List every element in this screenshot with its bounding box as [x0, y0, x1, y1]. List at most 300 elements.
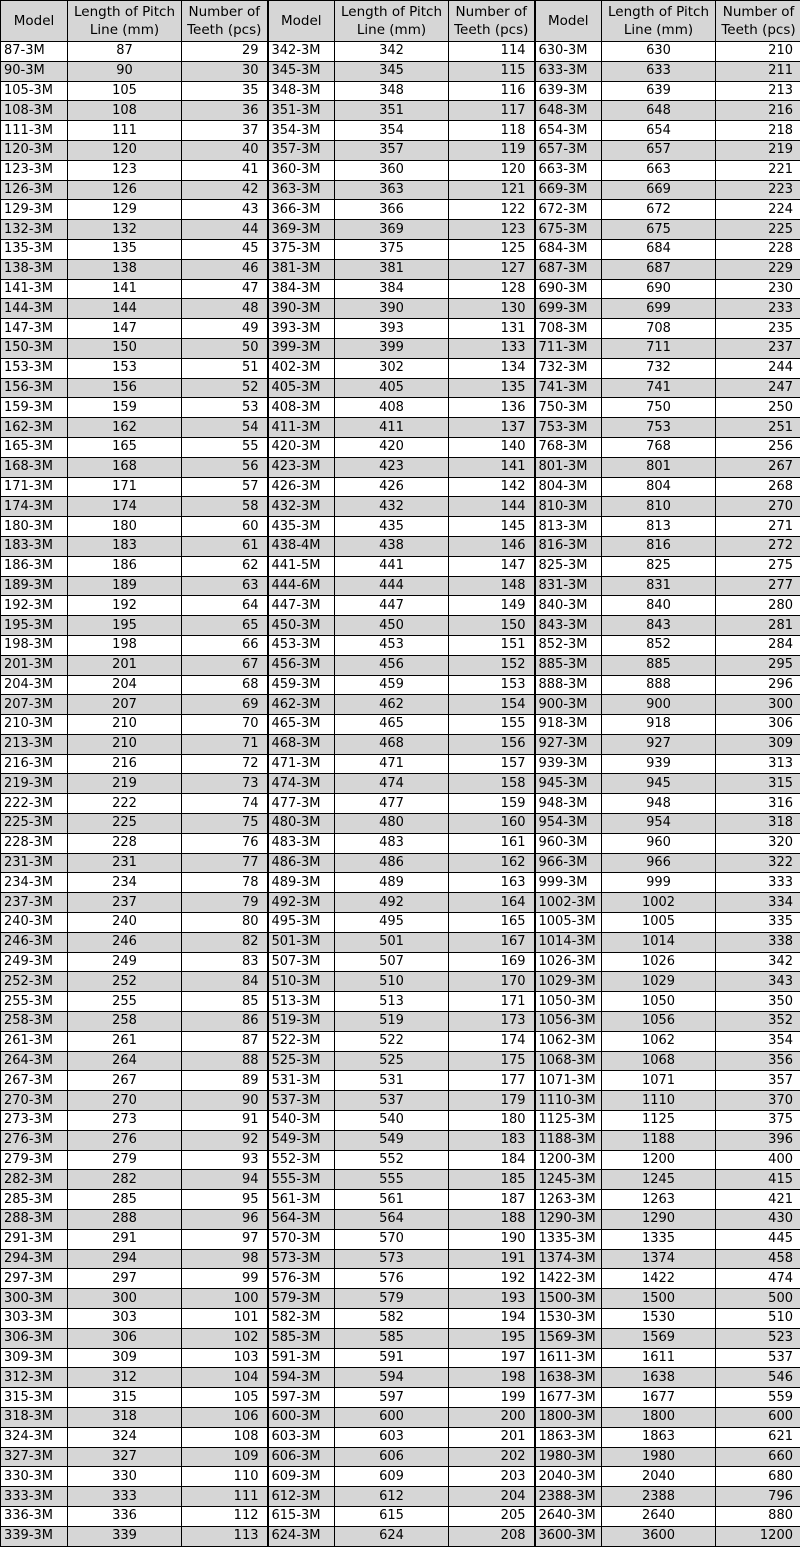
- header-model: Model: [535, 1, 602, 42]
- pitch-length-cell: 753: [602, 418, 716, 438]
- model-cell: 165-3M: [1, 437, 68, 457]
- pitch-length-cell: 585: [335, 1328, 449, 1348]
- pitch-length-cell: 843: [602, 616, 716, 636]
- teeth-count-cell: 167: [449, 932, 535, 952]
- model-cell: 150-3M: [1, 338, 68, 358]
- model-cell: 960-3M: [535, 833, 602, 853]
- teeth-count-cell: 36: [182, 101, 268, 121]
- teeth-count-cell: 180: [449, 1111, 535, 1131]
- pitch-length-cell: 456: [335, 655, 449, 675]
- teeth-count-cell: 174: [449, 1031, 535, 1051]
- teeth-count-cell: 184: [449, 1150, 535, 1170]
- table-row: [1, 1388, 800, 1408]
- pitch-length-cell: 309: [68, 1348, 182, 1368]
- pitch-length-cell: 438: [335, 536, 449, 556]
- pitch-length-cell: 477: [335, 794, 449, 814]
- model-cell: 1863-3M: [535, 1427, 602, 1447]
- teeth-count-cell: 218: [716, 121, 800, 141]
- teeth-count-cell: 90: [182, 1091, 268, 1111]
- model-cell: 312-3M: [1, 1368, 68, 1388]
- model-cell: 579-3M: [268, 1289, 335, 1309]
- table-row: [1, 814, 800, 834]
- pitch-length-cell: 159: [68, 398, 182, 418]
- model-cell: 966-3M: [535, 853, 602, 873]
- teeth-count-cell: 510: [716, 1309, 800, 1329]
- teeth-count-cell: 228: [716, 239, 800, 259]
- teeth-count-cell: 72: [182, 754, 268, 774]
- pitch-length-cell: 597: [335, 1388, 449, 1408]
- pitch-length-cell: 237: [68, 893, 182, 913]
- model-cell: 648-3M: [535, 101, 602, 121]
- teeth-count-cell: 44: [182, 220, 268, 240]
- pitch-length-cell: 282: [68, 1170, 182, 1190]
- table-row: [1, 675, 800, 695]
- teeth-count-cell: 70: [182, 715, 268, 735]
- model-cell: 219-3M: [1, 774, 68, 794]
- teeth-count-cell: 115: [449, 61, 535, 81]
- pitch-length-cell: 954: [602, 814, 716, 834]
- table-row: [1, 1012, 800, 1032]
- pitch-length-cell: 657: [602, 140, 716, 160]
- model-cell: 408-3M: [268, 398, 335, 418]
- model-cell: 483-3M: [268, 833, 335, 853]
- table-row: [1, 398, 800, 418]
- pitch-length-cell: 1068: [602, 1051, 716, 1071]
- teeth-count-cell: 223: [716, 180, 800, 200]
- model-cell: 399-3M: [268, 338, 335, 358]
- table-row: [1, 754, 800, 774]
- table-row: [1, 734, 800, 754]
- model-cell: 192-3M: [1, 596, 68, 616]
- table-row: [1, 338, 800, 358]
- teeth-count-cell: 190: [449, 1229, 535, 1249]
- model-cell: 507-3M: [268, 952, 335, 972]
- pitch-length-cell: 552: [335, 1150, 449, 1170]
- teeth-count-cell: 118: [449, 121, 535, 141]
- pitch-length-cell: 312: [68, 1368, 182, 1388]
- teeth-count-cell: 134: [449, 358, 535, 378]
- pitch-length-cell: 183: [68, 536, 182, 556]
- model-cell: 123-3M: [1, 160, 68, 180]
- pitch-length-cell: 363: [335, 180, 449, 200]
- model-cell: 294-3M: [1, 1249, 68, 1269]
- pitch-length-cell: 357: [335, 140, 449, 160]
- teeth-count-cell: 74: [182, 794, 268, 814]
- teeth-count-cell: 62: [182, 556, 268, 576]
- model-cell: 129-3M: [1, 200, 68, 220]
- teeth-count-cell: 152: [449, 655, 535, 675]
- pitch-length-cell: 624: [335, 1526, 449, 1546]
- model-cell: 198-3M: [1, 635, 68, 655]
- pitch-length-cell: 435: [335, 517, 449, 537]
- pitch-length-cell: 201: [68, 655, 182, 675]
- pitch-length-cell: 471: [335, 754, 449, 774]
- pitch-length-cell: 840: [602, 596, 716, 616]
- pitch-length-cell: 348: [335, 81, 449, 101]
- teeth-count-cell: 296: [716, 675, 800, 695]
- teeth-count-cell: 170: [449, 972, 535, 992]
- table-row: [1, 1447, 800, 1467]
- teeth-count-cell: 270: [716, 497, 800, 517]
- table-row: [1, 477, 800, 497]
- model-cell: 405-3M: [268, 378, 335, 398]
- teeth-count-cell: 95: [182, 1190, 268, 1210]
- teeth-count-cell: 105: [182, 1388, 268, 1408]
- pitch-length-cell: 264: [68, 1051, 182, 1071]
- model-cell: 441-5M: [268, 556, 335, 576]
- teeth-count-cell: 171: [449, 992, 535, 1012]
- model-cell: 675-3M: [535, 220, 602, 240]
- model-cell: 285-3M: [1, 1190, 68, 1210]
- teeth-count-cell: 237: [716, 338, 800, 358]
- model-cell: 282-3M: [1, 1170, 68, 1190]
- table-row: [1, 497, 800, 517]
- pitch-length-cell: 123: [68, 160, 182, 180]
- teeth-count-cell: 421: [716, 1190, 800, 1210]
- teeth-count-cell: 135: [449, 378, 535, 398]
- teeth-count-cell: 148: [449, 576, 535, 596]
- table-row: [1, 576, 800, 596]
- teeth-count-cell: 191: [449, 1249, 535, 1269]
- pitch-length-cell: 555: [335, 1170, 449, 1190]
- model-cell: 711-3M: [535, 338, 602, 358]
- teeth-count-cell: 76: [182, 833, 268, 853]
- model-cell: 630-3M: [535, 42, 602, 62]
- pitch-length-cell: 87: [68, 42, 182, 62]
- model-cell: 654-3M: [535, 121, 602, 141]
- model-cell: 537-3M: [268, 1091, 335, 1111]
- teeth-count-cell: 113: [182, 1526, 268, 1546]
- teeth-count-cell: 114: [449, 42, 535, 62]
- pitch-length-cell: 297: [68, 1269, 182, 1289]
- teeth-count-cell: 103: [182, 1348, 268, 1368]
- model-cell: 999-3M: [535, 873, 602, 893]
- model-cell: 1800-3M: [535, 1407, 602, 1427]
- table-row: [1, 1229, 800, 1249]
- model-cell: 462-3M: [268, 695, 335, 715]
- teeth-count-cell: 73: [182, 774, 268, 794]
- table-row: [1, 457, 800, 477]
- model-cell: 582-3M: [268, 1309, 335, 1329]
- model-cell: 357-3M: [268, 140, 335, 160]
- pitch-length-cell: 507: [335, 952, 449, 972]
- model-cell: 201-3M: [1, 655, 68, 675]
- table-row: [1, 437, 800, 457]
- model-cell: 699-3M: [535, 299, 602, 319]
- teeth-count-cell: 80: [182, 913, 268, 933]
- teeth-count-cell: 500: [716, 1289, 800, 1309]
- table-row: [1, 596, 800, 616]
- table-row: [1, 1190, 800, 1210]
- teeth-count-cell: 50: [182, 338, 268, 358]
- model-cell: 1500-3M: [535, 1289, 602, 1309]
- pitch-length-cell: 1290: [602, 1210, 716, 1230]
- model-cell: 120-3M: [1, 140, 68, 160]
- model-cell: 315-3M: [1, 1388, 68, 1408]
- teeth-count-cell: 197: [449, 1348, 535, 1368]
- pitch-length-cell: 531: [335, 1071, 449, 1091]
- model-cell: 918-3M: [535, 715, 602, 735]
- pitch-length-cell: 426: [335, 477, 449, 497]
- model-cell: 153-3M: [1, 358, 68, 378]
- teeth-count-cell: 315: [716, 774, 800, 794]
- pitch-length-cell: 231: [68, 853, 182, 873]
- teeth-count-cell: 97: [182, 1229, 268, 1249]
- pitch-length-cell: 1422: [602, 1269, 716, 1289]
- table-row: [1, 1289, 800, 1309]
- pitch-length-cell: 672: [602, 200, 716, 220]
- pitch-length-cell: 1800: [602, 1407, 716, 1427]
- model-cell: 348-3M: [268, 81, 335, 101]
- model-cell: 258-3M: [1, 1012, 68, 1032]
- teeth-count-cell: 108: [182, 1427, 268, 1447]
- model-cell: 318-3M: [1, 1407, 68, 1427]
- table-row: [1, 200, 800, 220]
- model-cell: 450-3M: [268, 616, 335, 636]
- pitch-length-cell: 366: [335, 200, 449, 220]
- pitch-length-cell: 261: [68, 1031, 182, 1051]
- pitch-length-cell: 1062: [602, 1031, 716, 1051]
- model-cell: 231-3M: [1, 853, 68, 873]
- table-row: [1, 140, 800, 160]
- pitch-length-cell: 111: [68, 121, 182, 141]
- pitch-length-cell: 327: [68, 1447, 182, 1467]
- teeth-count-cell: 151: [449, 635, 535, 655]
- teeth-count-cell: 229: [716, 259, 800, 279]
- pitch-length-cell: 810: [602, 497, 716, 517]
- teeth-count-cell: 46: [182, 259, 268, 279]
- pitch-length-cell: 198: [68, 635, 182, 655]
- pitch-length-cell: 390: [335, 299, 449, 319]
- table-row: [1, 517, 800, 537]
- model-cell: 474-3M: [268, 774, 335, 794]
- model-cell: 126-3M: [1, 180, 68, 200]
- model-cell: 1530-3M: [535, 1309, 602, 1329]
- model-cell: 333-3M: [1, 1487, 68, 1507]
- pitch-length-cell: 549: [335, 1130, 449, 1150]
- teeth-count-cell: 546: [716, 1368, 800, 1388]
- teeth-count-cell: 47: [182, 279, 268, 299]
- model-cell: 2640-3M: [535, 1506, 602, 1526]
- pitch-length-cell: 570: [335, 1229, 449, 1249]
- model-cell: 510-3M: [268, 972, 335, 992]
- teeth-count-cell: 173: [449, 1012, 535, 1032]
- teeth-count-cell: 161: [449, 833, 535, 853]
- pitch-length-cell: 561: [335, 1190, 449, 1210]
- teeth-count-cell: 221: [716, 160, 800, 180]
- model-cell: 804-3M: [535, 477, 602, 497]
- pitch-length-cell: 105: [68, 81, 182, 101]
- teeth-count-cell: 284: [716, 635, 800, 655]
- teeth-count-cell: 82: [182, 932, 268, 952]
- model-cell: 384-3M: [268, 279, 335, 299]
- teeth-count-cell: 85: [182, 992, 268, 1012]
- pitch-length-cell: 270: [68, 1091, 182, 1111]
- model-cell: 1569-3M: [535, 1328, 602, 1348]
- model-cell: 540-3M: [268, 1111, 335, 1131]
- pitch-length-cell: 132: [68, 220, 182, 240]
- teeth-count-cell: 244: [716, 358, 800, 378]
- model-cell: 3600-3M: [535, 1526, 602, 1546]
- pitch-length-cell: 699: [602, 299, 716, 319]
- pitch-length-cell: 816: [602, 536, 716, 556]
- model-cell: 237-3M: [1, 893, 68, 913]
- teeth-count-cell: 40: [182, 140, 268, 160]
- table-row: [1, 299, 800, 319]
- pitch-length-cell: 375: [335, 239, 449, 259]
- pitch-length-cell: 141: [68, 279, 182, 299]
- model-cell: 336-3M: [1, 1506, 68, 1526]
- table-row: [1, 972, 800, 992]
- model-cell: 300-3M: [1, 1289, 68, 1309]
- pitch-length-cell: 126: [68, 180, 182, 200]
- pitch-length-cell: 174: [68, 497, 182, 517]
- model-cell: 753-3M: [535, 418, 602, 438]
- model-cell: 768-3M: [535, 437, 602, 457]
- pitch-length-cell: 480: [335, 814, 449, 834]
- pitch-length-cell: 684: [602, 239, 716, 259]
- pitch-length-cell: 258: [68, 1012, 182, 1032]
- model-cell: 741-3M: [535, 378, 602, 398]
- model-cell: 945-3M: [535, 774, 602, 794]
- teeth-count-cell: 233: [716, 299, 800, 319]
- teeth-count-cell: 458: [716, 1249, 800, 1269]
- teeth-count-cell: 41: [182, 160, 268, 180]
- pitch-length-cell: 189: [68, 576, 182, 596]
- model-cell: 261-3M: [1, 1031, 68, 1051]
- pitch-length-cell: 420: [335, 437, 449, 457]
- table-body: [1, 42, 800, 1547]
- pitch-length-cell: 252: [68, 972, 182, 992]
- model-cell: 369-3M: [268, 220, 335, 240]
- teeth-count-cell: 193: [449, 1289, 535, 1309]
- table-row: [1, 1269, 800, 1289]
- pitch-length-cell: 171: [68, 477, 182, 497]
- teeth-count-cell: 247: [716, 378, 800, 398]
- pitch-length-cell: 162: [68, 418, 182, 438]
- table-row: [1, 952, 800, 972]
- model-cell: 825-3M: [535, 556, 602, 576]
- model-cell: 222-3M: [1, 794, 68, 814]
- pitch-length-cell: 273: [68, 1111, 182, 1131]
- teeth-count-cell: 127: [449, 259, 535, 279]
- teeth-count-cell: 159: [449, 794, 535, 814]
- table-row: [1, 1051, 800, 1071]
- pitch-length-cell: 612: [335, 1487, 449, 1507]
- model-cell: 345-3M: [268, 61, 335, 81]
- teeth-count-cell: 880: [716, 1506, 800, 1526]
- pitch-length-cell: 663: [602, 160, 716, 180]
- pitch-length-cell: 3600: [602, 1526, 716, 1546]
- pitch-length-cell: 1863: [602, 1427, 716, 1447]
- pitch-length-cell: 885: [602, 655, 716, 675]
- model-cell: 297-3M: [1, 1269, 68, 1289]
- model-cell: 324-3M: [1, 1427, 68, 1447]
- pitch-length-cell: 540: [335, 1111, 449, 1131]
- model-cell: 600-3M: [268, 1407, 335, 1427]
- teeth-count-cell: 150: [449, 616, 535, 636]
- model-cell: 612-3M: [268, 1487, 335, 1507]
- pitch-length-cell: 1530: [602, 1309, 716, 1329]
- model-cell: 363-3M: [268, 180, 335, 200]
- model-cell: 927-3M: [535, 734, 602, 754]
- pitch-length-cell: 228: [68, 833, 182, 853]
- teeth-count-cell: 357: [716, 1071, 800, 1091]
- table-row: [1, 160, 800, 180]
- pitch-length-cell: 336: [68, 1506, 182, 1526]
- pitch-length-cell: 303: [68, 1309, 182, 1329]
- teeth-count-cell: 335: [716, 913, 800, 933]
- teeth-count-cell: 53: [182, 398, 268, 418]
- pitch-length-cell: 1071: [602, 1071, 716, 1091]
- pitch-length-cell: 966: [602, 853, 716, 873]
- teeth-count-cell: 160: [449, 814, 535, 834]
- model-cell: 501-3M: [268, 932, 335, 952]
- pitch-length-cell: 2040: [602, 1467, 716, 1487]
- pitch-length-cell: 306: [68, 1328, 182, 1348]
- teeth-count-cell: 430: [716, 1210, 800, 1230]
- pitch-length-cell: 219: [68, 774, 182, 794]
- table-row: [1, 378, 800, 398]
- teeth-count-cell: 69: [182, 695, 268, 715]
- teeth-count-cell: 338: [716, 932, 800, 952]
- teeth-count-cell: 75: [182, 814, 268, 834]
- pitch-length-cell: 333: [68, 1487, 182, 1507]
- teeth-count-cell: 796: [716, 1487, 800, 1507]
- model-cell: 552-3M: [268, 1150, 335, 1170]
- teeth-count-cell: 318: [716, 814, 800, 834]
- pitch-length-cell: 345: [335, 61, 449, 81]
- table-row: [1, 556, 800, 576]
- pitch-length-cell: 825: [602, 556, 716, 576]
- teeth-count-cell: 192: [449, 1269, 535, 1289]
- teeth-count-cell: 200: [449, 1407, 535, 1427]
- model-cell: 459-3M: [268, 675, 335, 695]
- teeth-count-cell: 37: [182, 121, 268, 141]
- model-cell: 330-3M: [1, 1467, 68, 1487]
- table-row: [1, 121, 800, 141]
- pitch-length-cell: 129: [68, 200, 182, 220]
- teeth-count-cell: 415: [716, 1170, 800, 1190]
- teeth-count-cell: 123: [449, 220, 535, 240]
- model-cell: 591-3M: [268, 1348, 335, 1368]
- model-cell: 1200-3M: [535, 1150, 602, 1170]
- pitch-length-cell: 393: [335, 319, 449, 339]
- teeth-count-cell: 120: [449, 160, 535, 180]
- model-cell: 360-3M: [268, 160, 335, 180]
- teeth-count-cell: 334: [716, 893, 800, 913]
- pitch-length-cell: 432: [335, 497, 449, 517]
- model-cell: 1002-3M: [535, 893, 602, 913]
- pitch-length-cell: 654: [602, 121, 716, 141]
- teeth-count-cell: 230: [716, 279, 800, 299]
- pitch-length-cell: 813: [602, 517, 716, 537]
- model-cell: 672-3M: [535, 200, 602, 220]
- table-row: [1, 1526, 800, 1546]
- pitch-length-cell: 225: [68, 814, 182, 834]
- model-cell: 639-3M: [535, 81, 602, 101]
- pitch-length-cell: 444: [335, 576, 449, 596]
- teeth-count-cell: 224: [716, 200, 800, 220]
- model-cell: 252-3M: [1, 972, 68, 992]
- teeth-count-cell: 136: [449, 398, 535, 418]
- model-cell: 948-3M: [535, 794, 602, 814]
- pitch-length-cell: 351: [335, 101, 449, 121]
- teeth-count-cell: 146: [449, 536, 535, 556]
- teeth-count-cell: 51: [182, 358, 268, 378]
- pitch-length-cell: 324: [68, 1427, 182, 1447]
- model-cell: 213-3M: [1, 734, 68, 754]
